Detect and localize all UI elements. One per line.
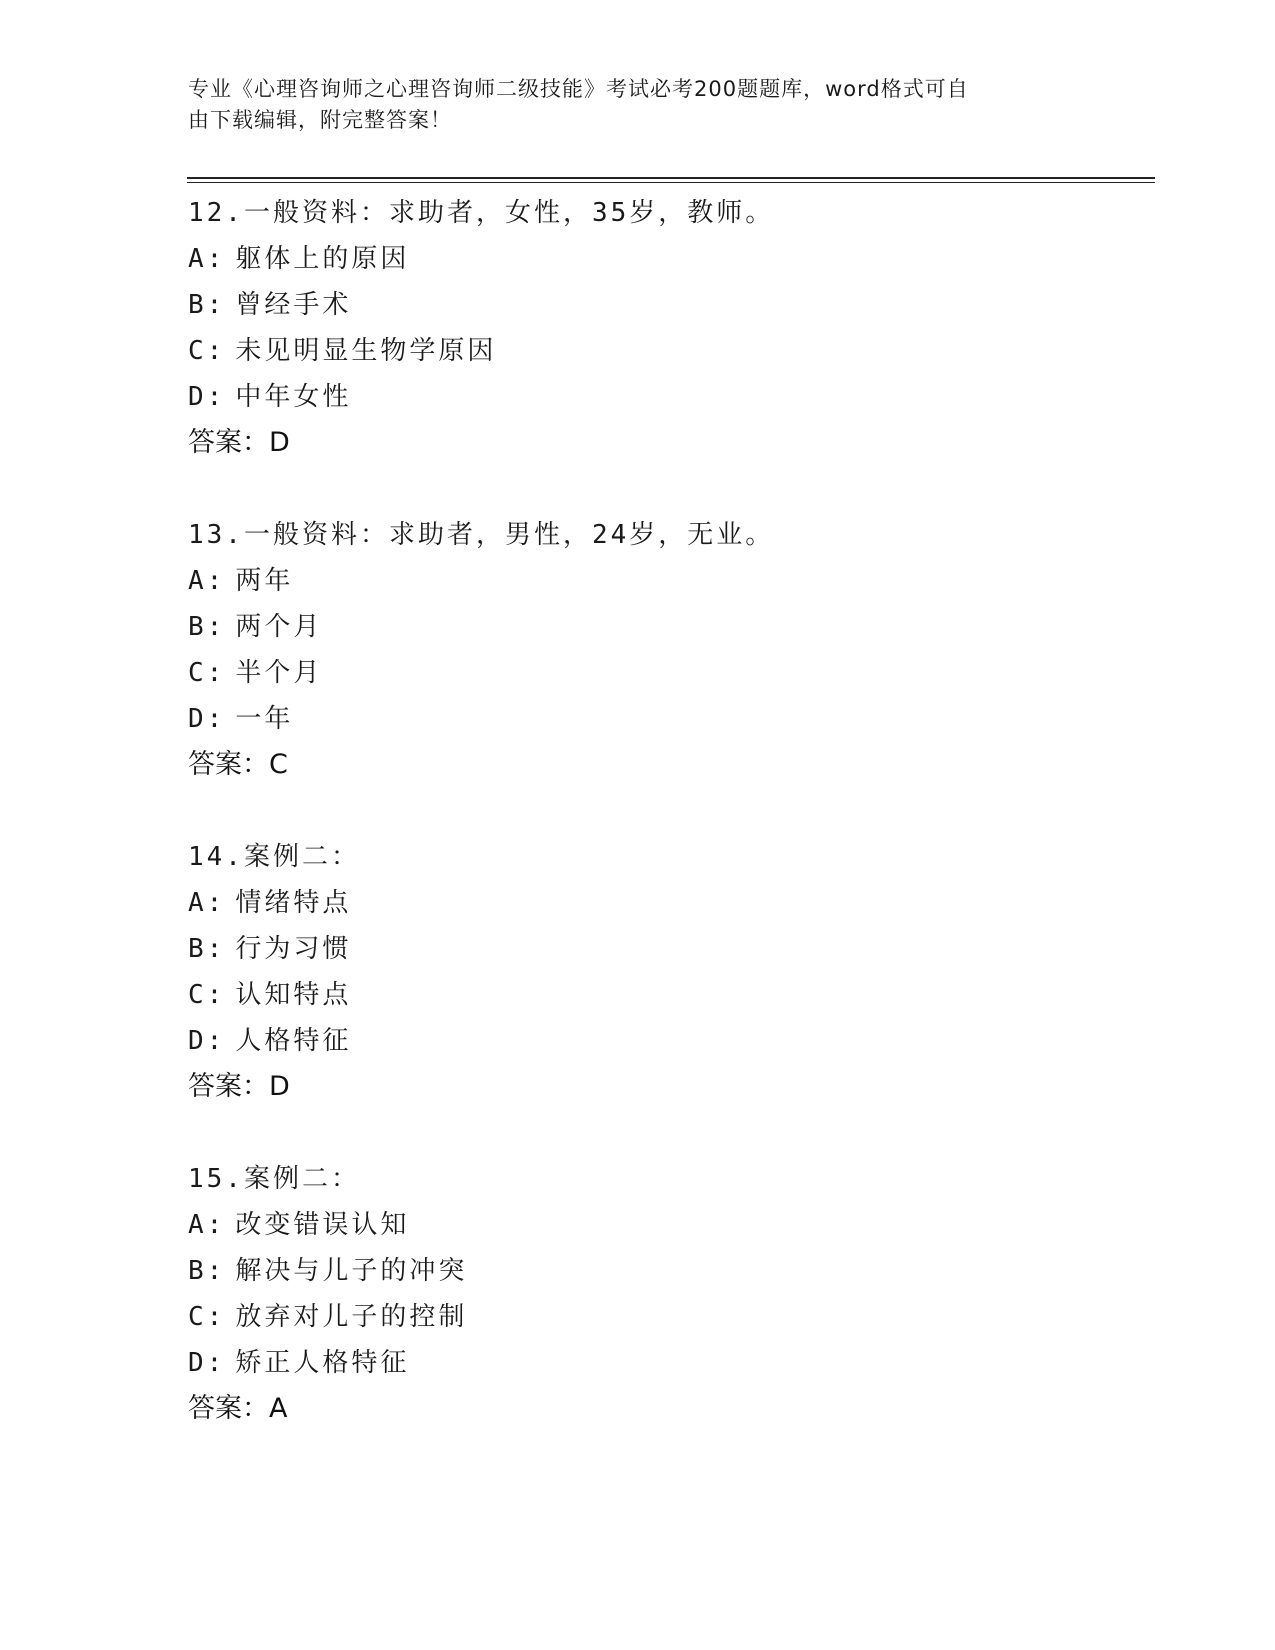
option-text: 中年女性 xyxy=(235,382,352,412)
option-text: 改变错误认知 xyxy=(235,1210,410,1240)
question-item xyxy=(188,190,1138,466)
option-c xyxy=(188,650,1138,696)
option-key: A: xyxy=(188,888,226,918)
option-text: 一年 xyxy=(235,704,294,734)
option-d xyxy=(188,696,1138,742)
option-key: B: xyxy=(188,290,226,320)
header-divider-thick xyxy=(187,177,1155,179)
question-item xyxy=(188,834,1138,1110)
option-key: D: xyxy=(188,704,226,734)
option-text: 情绪特点 xyxy=(235,888,352,918)
question-stem: 14.案例二： xyxy=(188,842,360,872)
option-b xyxy=(188,604,1138,650)
option-key: C: xyxy=(188,658,226,688)
option-key: C: xyxy=(188,336,226,366)
question-item xyxy=(188,512,1138,788)
option-text: 矫正人格特征 xyxy=(235,1348,410,1378)
header-line-1: 专业《心理咨询师之心理咨询师二级技能》考试必考200题题库，word格式可自 xyxy=(188,77,969,101)
option-key: D: xyxy=(188,1348,226,1378)
option-c xyxy=(188,972,1138,1018)
option-text: 解决与儿子的冲突 xyxy=(235,1256,468,1286)
option-b xyxy=(188,1248,1138,1294)
document-header xyxy=(188,74,1068,136)
option-b xyxy=(188,926,1138,972)
question-item xyxy=(188,1156,1138,1432)
option-key: C: xyxy=(188,1302,226,1332)
question-stem: 12.一般资料：求助者，女性，35岁，教师。 xyxy=(188,198,775,228)
option-text: 放弃对儿子的控制 xyxy=(235,1302,468,1332)
option-text: 人格特征 xyxy=(235,1026,352,1056)
option-a xyxy=(188,558,1138,604)
answer-line: 答案：A xyxy=(188,1393,288,1424)
option-c xyxy=(188,328,1138,374)
option-key: B: xyxy=(188,1256,226,1286)
option-a xyxy=(188,880,1138,926)
option-text: 行为习惯 xyxy=(235,934,352,964)
option-key: A: xyxy=(188,244,226,274)
option-key: B: xyxy=(188,612,226,642)
option-text: 半个月 xyxy=(235,658,323,688)
option-b xyxy=(188,282,1138,328)
answer-line: 答案：D xyxy=(188,427,290,458)
option-a xyxy=(188,236,1138,282)
question-list xyxy=(188,190,1138,1478)
option-text: 未见明显生物学原因 xyxy=(235,336,497,366)
option-text: 两个月 xyxy=(235,612,323,642)
question-stem: 13.一般资料：求助者，男性，24岁，无业。 xyxy=(188,520,775,550)
header-line-2: 由下载编辑，附完整答案！ xyxy=(188,108,452,132)
option-text: 认知特点 xyxy=(235,980,352,1010)
option-d xyxy=(188,374,1138,420)
option-a xyxy=(188,1202,1138,1248)
option-key: D: xyxy=(188,382,226,412)
option-key: A: xyxy=(188,566,226,596)
option-d xyxy=(188,1018,1138,1064)
option-c xyxy=(188,1294,1138,1340)
option-text: 躯体上的原因 xyxy=(235,244,410,274)
answer-line: 答案：D xyxy=(188,1071,290,1102)
option-key: B: xyxy=(188,934,226,964)
question-stem: 15.案例二： xyxy=(188,1164,360,1194)
option-text: 曾经手术 xyxy=(235,290,352,320)
option-text: 两年 xyxy=(235,566,294,596)
option-d xyxy=(188,1340,1138,1386)
option-key: A: xyxy=(188,1210,226,1240)
header-divider-thin xyxy=(187,182,1155,183)
option-key: C: xyxy=(188,980,226,1010)
answer-line: 答案：C xyxy=(188,749,288,780)
option-key: D: xyxy=(188,1026,226,1056)
